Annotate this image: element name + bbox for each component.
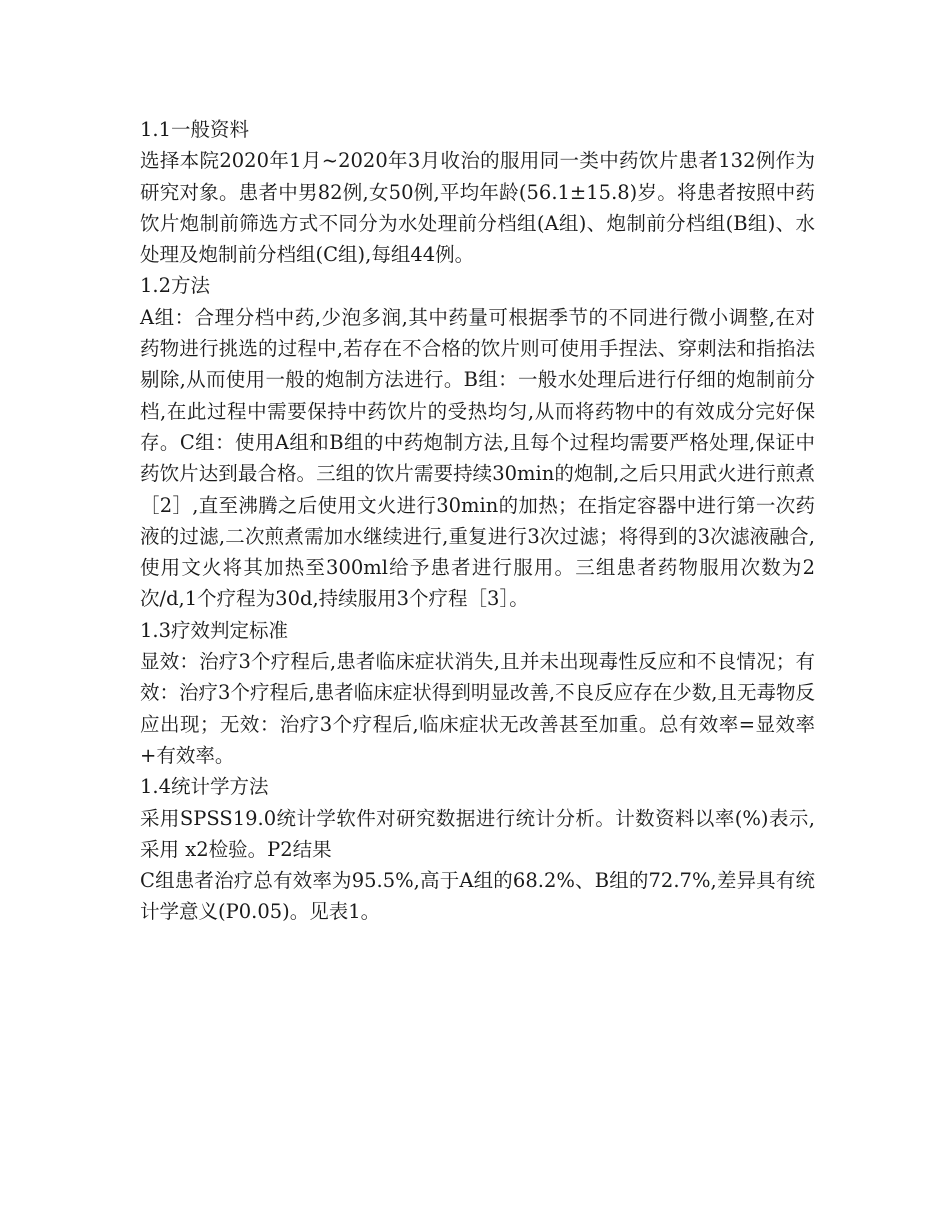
section-heading: 1.3疗效判定标准 <box>140 618 289 642</box>
paragraph: A组：合理分档中药,少泡多润,其中药量可根据季节的不同进行微小调整,在对药物进行挑选的过程中,若存在不合格的饮片则可使用手捏法、穿刺法和指掐法剔除,从而使用一般的炮制方法进行。B组：一般水处理后进行仔细的炮制前分档,在此过程中需要保持中药饮片的受热均匀,从而将药物中的有效成分完好保存。C组：使用A组和B组的中药炮制方法,且每个过程均需要严格处理,保证中药饮片达到最合格。三组的饮片需要持续30min的炮制,之后只用武火进行煎煮［2］,直至沸腾之后使用文火进行30min的加热；在指定容器中进行第一次药液的过滤,二次煎煮需加水继续进行,重复进行3次过滤；将得到的3次滤液融合,使用文火将其加热至300ml给予患者进行服用。三组患者药物服用次数为2次/d,1个疗程为30d,持续服用3个疗程［3］。 <box>140 305 815 611</box>
section-heading: 1.1一般资料 <box>140 118 250 141</box>
document-body <box>140 114 815 928</box>
section-general-info <box>140 114 815 270</box>
paragraph: 选择本院2020年1月~2020年3月收治的服用同一类中药饮片患者132例作为研究对象。患者中男82例,女50例,平均年龄(56.1±15.8)岁。将患者按照中药饮片炮制前筛选方式不同分为水处理前分档组(A组)、炮制前分档组(B组)、水处理及炮制前分档组(C组),每组44例。 <box>140 149 815 267</box>
section-heading: 1.4统计学方法 <box>140 775 269 799</box>
section-heading: 1.2方法 <box>140 274 211 298</box>
section-methods <box>140 270 815 614</box>
section-statistics <box>140 771 815 927</box>
paragraph: 采用SPSS19.0统计学软件对研究数据进行统计分析。计数资料以率(%)表示,采用 x2检验。P2结果 <box>140 806 815 861</box>
paragraph: C组患者治疗总有效率为95.5%,高于A组的68.2%、B组的72.7%,差异具有统计学意义(P0.05)。见表1。 <box>140 869 815 924</box>
section-efficacy-criteria <box>140 615 815 771</box>
paragraph: 显效：治疗3个疗程后,患者临床症状消失,且并未出现毒性反应和不良情况；有效：治疗3个疗程后,患者临床症状得到明显改善,不良反应存在少数,且无毒物反应出现；无效：治疗3个疗程后,临床症状无改善甚至加重。总有效率=显效率+有效率。 <box>140 650 815 767</box>
